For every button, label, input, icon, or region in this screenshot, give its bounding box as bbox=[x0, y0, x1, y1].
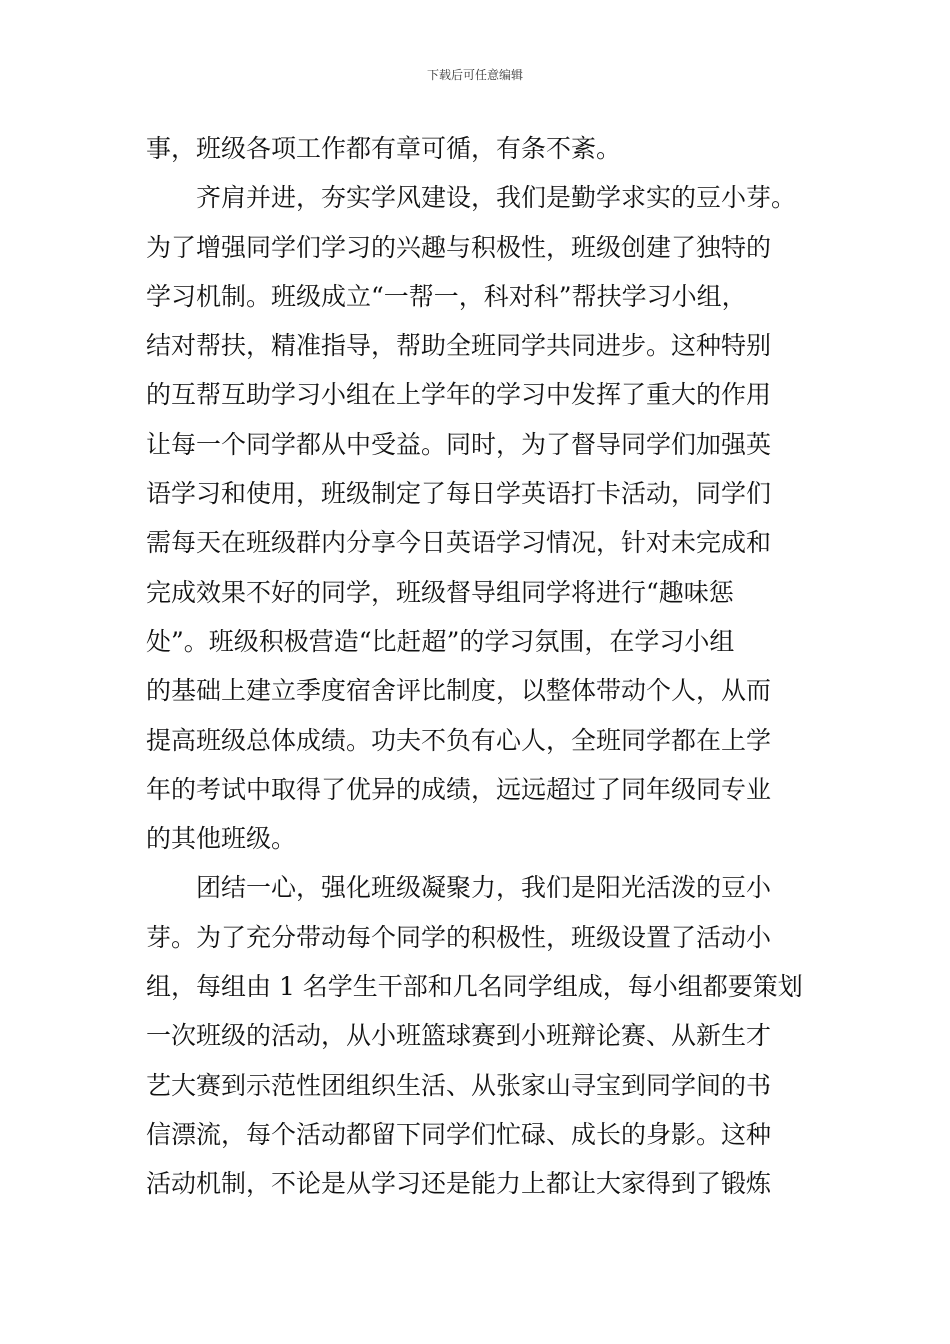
text-line: 为了增强同学们学习的兴趣与积极性，班级创建了独特的 bbox=[146, 232, 772, 262]
text-line: 处”。班级积极营造“比赶超”的学习氛围，在学习小组 bbox=[146, 626, 735, 656]
page-header-note: 下载后可任意编辑 bbox=[426, 68, 523, 82]
text-line: 信漂流，每个活动都留下同学们忙碌、成长的身影。这种 bbox=[146, 1119, 772, 1149]
text-line: 的其他班级。 bbox=[146, 824, 297, 854]
text-line: 年的考试中取得了优异的成绩，远远超过了同年级同专业 bbox=[146, 774, 772, 804]
text-line: 的基础上建立季度宿舍评比制度，以整体带动个人，从而 bbox=[146, 676, 772, 706]
text-line: 活动机制，不论是从学习还是能力上都让大家得到了锻炼 bbox=[146, 1169, 772, 1199]
text-line: 芽。为了充分带动每个同学的积极性，班级设置了活动小 bbox=[146, 922, 772, 952]
document-body bbox=[146, 124, 826, 1209]
text-line: 学习机制。班级成立“一帮一，科对科”帮扶学习小组， bbox=[146, 281, 747, 311]
text-line: 提高班级总体成绩。功夫不负有心人，全班同学都在上学 bbox=[146, 725, 772, 755]
text-line: 让每一个同学都从中受益。同时，为了督导同学们加强英 bbox=[146, 429, 772, 459]
text-line: 艺大赛到示范性团组织生活、从张家山寻宝到同学间的书 bbox=[146, 1070, 772, 1100]
text-line: 完成效果不好的同学，班级督导组同学将进行“趣味惩 bbox=[146, 577, 734, 607]
text-line: 需每天在班级群内分享今日英语学习情况，针对未完成和 bbox=[146, 528, 772, 558]
text-line: 语学习和使用，班级制定了每日学英语打卡活动，同学们 bbox=[146, 479, 772, 509]
text-line: 组，每组由 1 名学生干部和几名同学组成，每小组都要策划 bbox=[146, 972, 803, 1002]
text-line: 结对帮扶，精准指导，帮助全班同学共同进步。这种特别 bbox=[146, 331, 772, 361]
text-line: 齐肩并进，夯实学风建设，我们是勤学求实的豆小芽。 bbox=[196, 183, 797, 213]
text-line: 团结一心，强化班级凝聚力，我们是阳光活泼的豆小 bbox=[196, 873, 772, 903]
text-line: 的互帮互助学习小组在上学年的学习中发挥了重大的作用 bbox=[146, 380, 772, 410]
text-line: 一次班级的活动，从小班篮球赛到小班辩论赛、从新生才 bbox=[146, 1021, 772, 1051]
text-line: 事，班级各项工作都有章可循，有条不紊。 bbox=[146, 134, 622, 163]
